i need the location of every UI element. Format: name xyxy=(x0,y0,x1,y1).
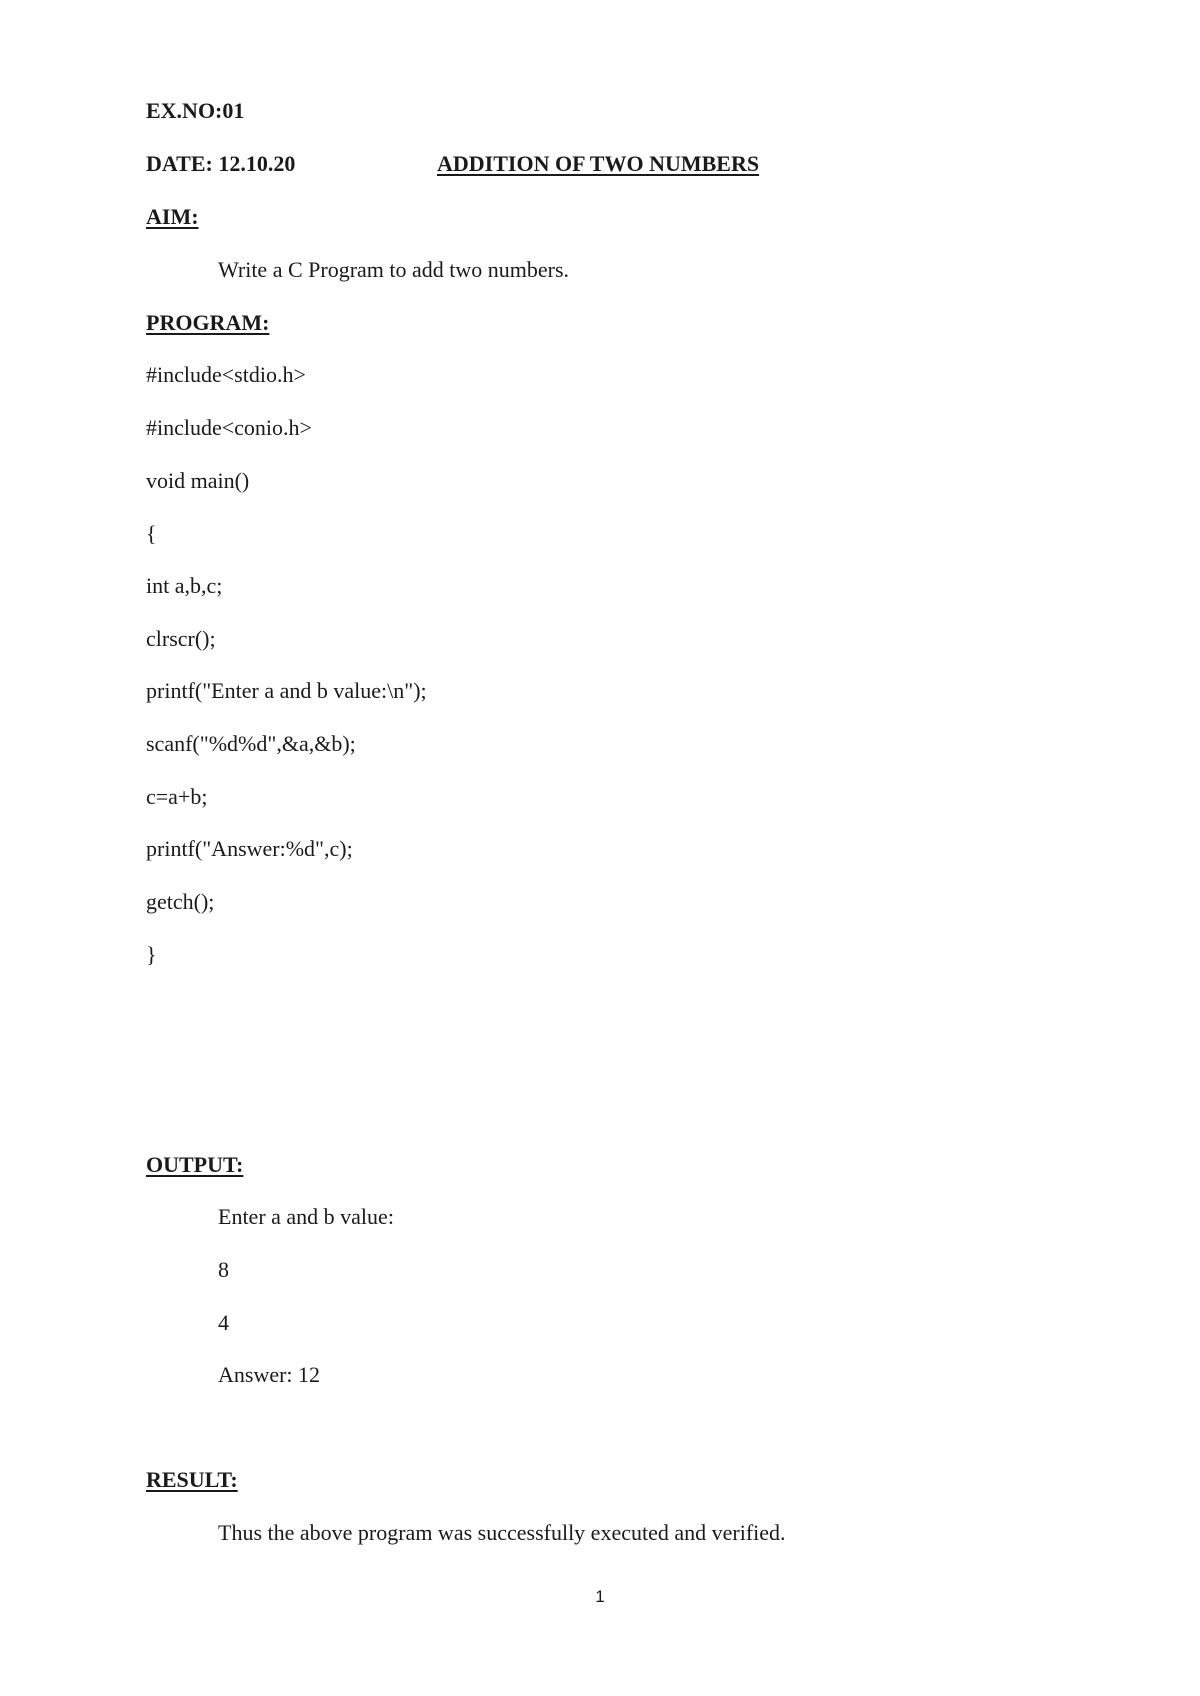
exercise-date: DATE: 12.10.20 xyxy=(146,151,296,176)
exercise-number: EX.NO:01 xyxy=(146,98,245,123)
code-line: { xyxy=(146,521,157,546)
output-line: 4 xyxy=(218,1310,229,1335)
output-line: Answer: 12 xyxy=(218,1362,321,1387)
code-line: c=a+b; xyxy=(146,784,208,809)
code-line: printf("Enter a and b value:\n"); xyxy=(146,678,427,703)
page-title: ADDITION OF TWO NUMBERS xyxy=(437,151,760,176)
output-line: Enter a and b value: xyxy=(218,1204,394,1229)
aim-heading: AIM: xyxy=(146,204,199,229)
code-line: void main() xyxy=(146,468,250,493)
aim-text: Write a C Program to add two numbers. xyxy=(218,257,570,282)
result-heading: RESULT: xyxy=(146,1467,238,1492)
page-number: 1 xyxy=(595,1587,605,1606)
code-line: printf("Answer:%d",c); xyxy=(146,836,353,861)
code-line: int a,b,c; xyxy=(146,573,223,598)
code-line: } xyxy=(146,942,157,967)
code-line: #include<conio.h> xyxy=(146,415,312,440)
result-text: Thus the above program was successfully executed and verified. xyxy=(218,1520,786,1545)
output-heading: OUTPUT: xyxy=(146,1152,244,1177)
code-line: scanf("%d%d",&a,&b); xyxy=(146,731,356,756)
output-line: 8 xyxy=(218,1257,229,1282)
code-line: #include<stdio.h> xyxy=(146,362,306,387)
code-line: getch(); xyxy=(146,889,215,914)
code-line: clrscr(); xyxy=(146,626,216,651)
program-heading: PROGRAM: xyxy=(146,310,270,335)
